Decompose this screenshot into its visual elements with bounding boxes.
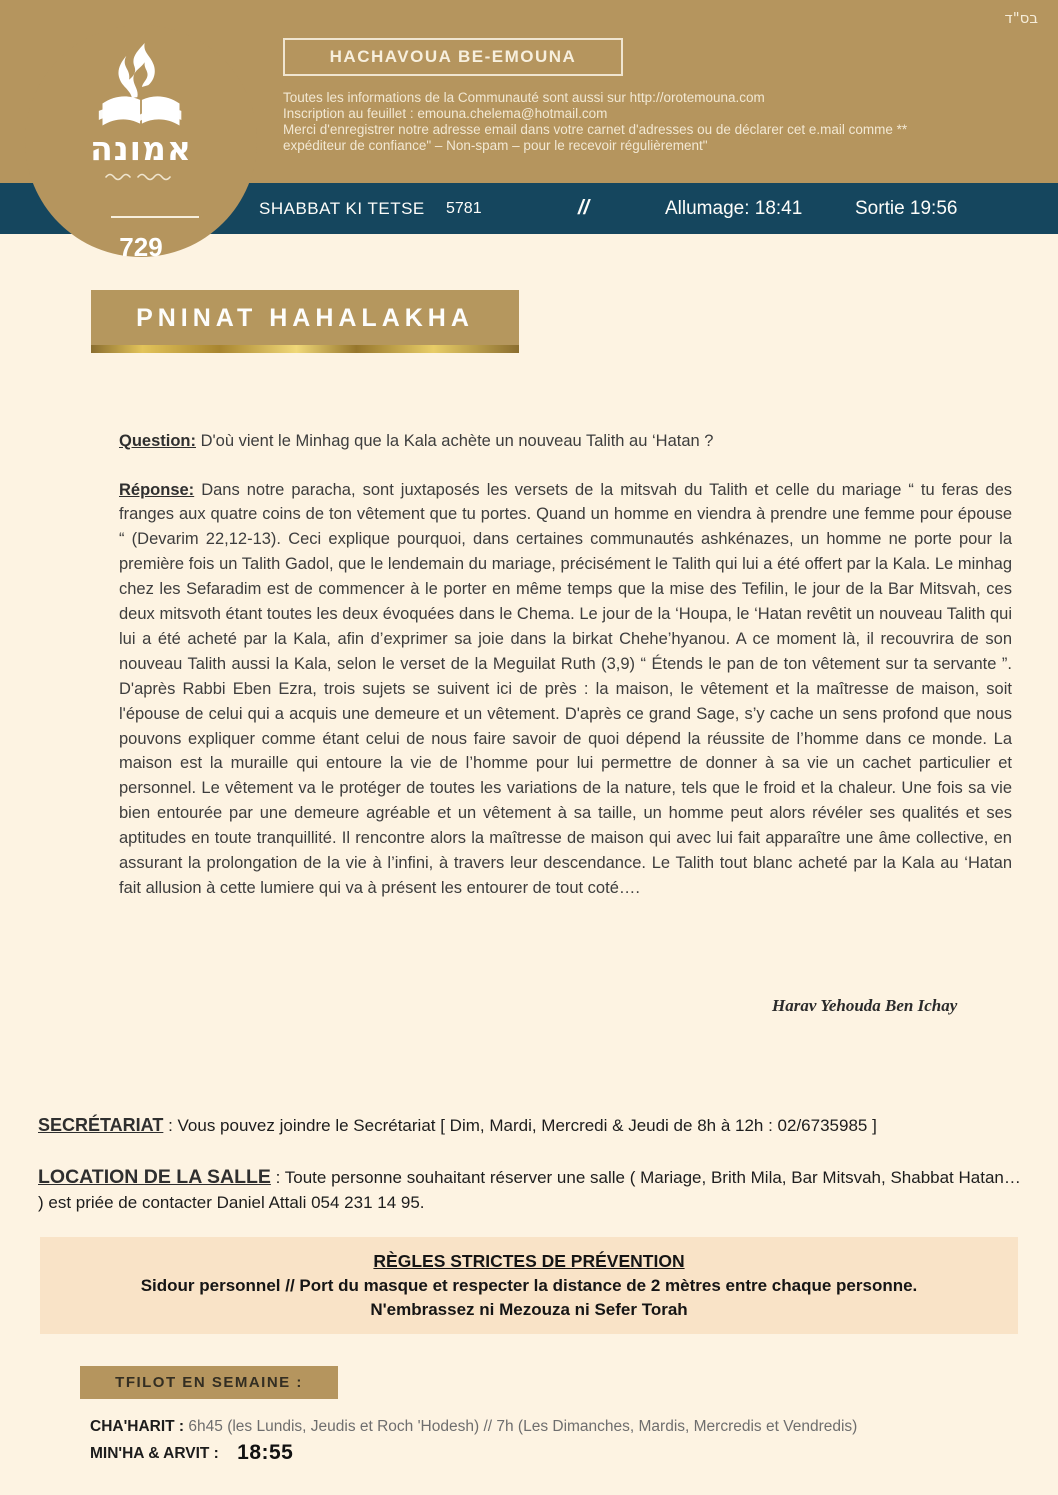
author-signature: Harav Yehouda Ben Ichay bbox=[772, 996, 958, 1015]
location-text: : Toute personne souhaitant réserver une salle ( Mariage, Brith Mila, Bar Mitsvah, Shabbat Hatan… ) est priée de contacter Daniel Attali 054 231 14 95. bbox=[38, 1168, 1021, 1212]
sortie-time: Sortie 19:56 bbox=[855, 198, 958, 219]
issue-number: 729 bbox=[119, 232, 163, 262]
rules-line-1: Sidour personnel // Port du masque et respecter la distance de 2 mètres entre chaque personne. bbox=[140, 1276, 918, 1295]
section-banner bbox=[91, 290, 519, 353]
reponse-text: Dans notre paracha, sont juxtaposés les versets de la mitsvah du Talith et celle du mariage “ tu feras des franges aux quatre coins de ton vêtement que tu portes. Quand un homme en viendra à prendre une femme pour épouse “ (Devarim 22,12-13). Ceci explique pourquoi, dans certaines communautés ashkénazes, un homme ne porte pour la première fois un Talith Gadol, que le lendemain du mariage, précisément le Talith qui lui a été offert par la Kala. Le minhag chez les Sefaradim est de commencer à le porter en même temps que la mise des Tefilin, le jour de la Bar Mitsvah, ces deux mitsvoth étant toutes les deux évoquées dans le Chema. Le jour de la ‘Houpa, le ‘Hatan revêtit un nouveau Talith qui lui a été acheté par la Kala, afin d’exprimer sa joie dans la birkat Chehe’hyanou. A ce moment là, il recouvrira de son nouveau Talith aussi la Kala, selon le verset de la Meguilat Ruth (3,9) “ Étends le pan de ton vêtement sur ta servante ”. D'après Rabbi Eben Ezra, trois sujets se suivent ici de près : la maison, le vêtement et la maîtresse de maison, soit l'épouse de celui qui a acquis une demeure et un vêtement. D'après ce grand Sage, s’y cache un sens profond que nous pouvons expliquer comme étant celui de nous faire savoir de quoi dépend la réussite de l’homme dans ce monde. La maison est la muraille qui entoure la vie de l’homme pour lui permettre de donner à sa vie un cachet particulier et personnel. Le vêtement va le protéger de toutes les variations de la nature, tels que le froid et la chaleur. Une fois sa vie bien entourée par une demeure agréable et un vêtement à sa taille, un homme peut alors révéler ses qualités et ses aptitudes en toute tranquillité. Il rencontre alors la maîtresse de maison qui avec lui fait apparaître une âme collective, en assurant la prolongation de la vie à l’infini, à travers leur descendance. Le Talith tout blanc acheté par la Kala au ‘Hatan fait allusion à cette lumiere qui va à présent les entourer de tout coté…. bbox=[119, 480, 1012, 897]
minha-time: 18:55 bbox=[237, 1440, 294, 1464]
minha-arvit-line bbox=[90, 1440, 590, 1464]
newsletter-title: HACHAVOUA BE-EMOUNA bbox=[329, 47, 577, 66]
reponse-label: Réponse: bbox=[119, 480, 195, 499]
header-info-line: Inscription au feuillet : emouna.chelema@hotmail.com bbox=[283, 106, 608, 121]
header-info-line: expéditeur de confiance" – Non-spam – pour le recevoir régulièrement" bbox=[283, 138, 708, 153]
gold-strip bbox=[91, 345, 519, 353]
separator-slash: // bbox=[578, 197, 590, 219]
bsd-text: בס"ד bbox=[1004, 9, 1038, 27]
location-label: LOCATION DE LA SALLE bbox=[38, 1166, 271, 1188]
question-label: Question: bbox=[119, 431, 196, 450]
prevention-rules-box bbox=[40, 1237, 1018, 1334]
header-info-line: Merci d'enregistrer notre adresse email dans votre carnet d'adresses ou de déclarer cet e.mail comme ** bbox=[283, 122, 908, 137]
rules-title: RÈGLES STRICTES DE PRÉVENTION bbox=[373, 1251, 685, 1271]
tfilot-header-box: TFILOT EN SEMAINE : bbox=[80, 1366, 338, 1399]
question-line bbox=[119, 432, 1012, 451]
reponse-paragraph bbox=[119, 478, 1012, 901]
allumage-time: Allumage: 18:41 bbox=[665, 198, 803, 219]
chaharit-line bbox=[90, 1418, 1030, 1436]
logo-circle bbox=[25, 25, 257, 262]
logo-divider bbox=[111, 216, 199, 218]
section-banner-title: PNINAT HAHALAKHA bbox=[91, 290, 519, 345]
header-info-line: Toutes les informations de la Communauté sont aussi sur http://orotemouna.com bbox=[283, 90, 765, 105]
logo-script-flourish-icon bbox=[104, 171, 178, 181]
logo-hebrew-text: אמונה bbox=[90, 129, 192, 168]
secretariat-text: : Vous pouvez joindre le Secrétariat [ Dim, Mardi, Mercredi & Jeudi de 8h à 12h : 02/6735985 ] bbox=[163, 1116, 877, 1135]
location-line bbox=[38, 1165, 1026, 1215]
hebrew-year: 5781 bbox=[446, 200, 482, 217]
chaharit-times: 6h45 (les Lundis, Jeudis et Roch 'Hodesh) // 7h (Les Dimanches, Mardis, Mercredis et Vendredis) bbox=[188, 1417, 858, 1435]
rules-line-2: N'embrassez ni Mezouza ni Sefer Torah bbox=[370, 1300, 688, 1319]
flame-book-logo-icon bbox=[95, 43, 187, 131]
question-text: D'où vient le Minhag que la Kala achète un nouveau Talith au ‘Hatan ? bbox=[196, 431, 714, 450]
secretariat-label: SECRÉTARIAT bbox=[38, 1115, 164, 1135]
header-info bbox=[283, 90, 963, 154]
newsletter-title-box bbox=[283, 38, 623, 76]
chaharit-label: CHA'HARIT : bbox=[90, 1417, 189, 1435]
minha-label: MIN'HA & ARVIT : bbox=[90, 1444, 224, 1462]
shabbat-name: SHABBAT KI TETSE bbox=[259, 199, 425, 218]
secretariat-line bbox=[38, 1115, 1028, 1136]
